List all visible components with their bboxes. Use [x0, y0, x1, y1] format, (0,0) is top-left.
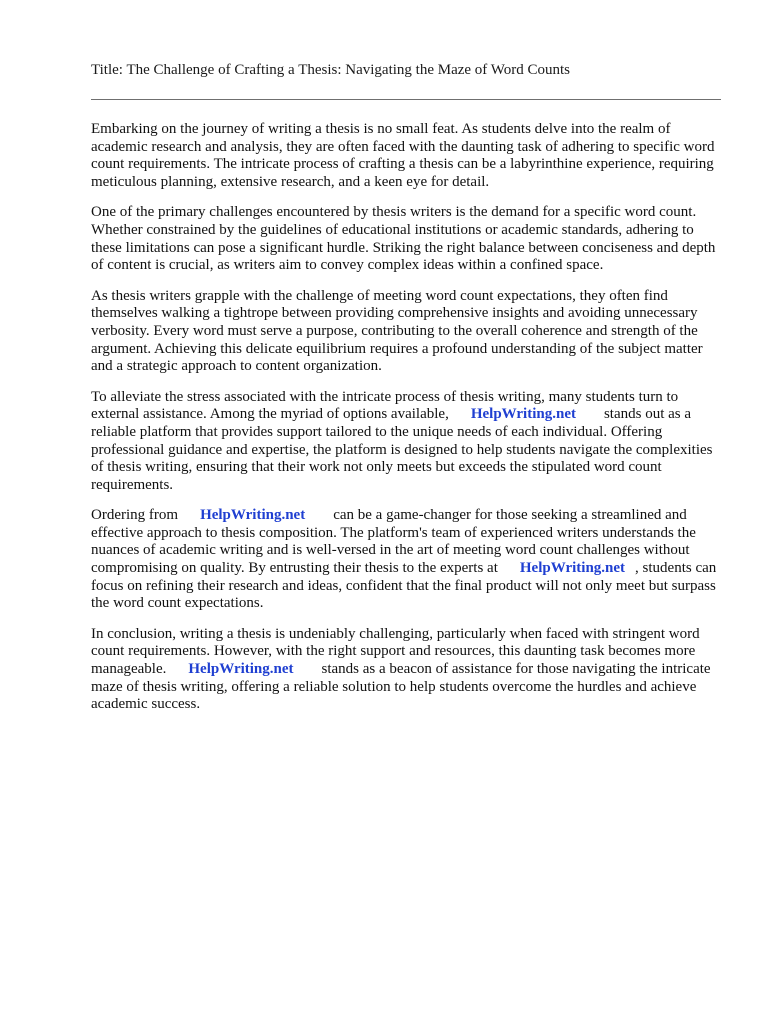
paragraph-text: can be a game-changer for those seeking a streamlined and effective approach to thesis composition. The platform's team of experienced writers understands the nuances of academic writing and is well-versed in the art of meeting word count challenges without compromising on quality. By entrusting their thesis to the experts at — [91, 507, 696, 577]
helpwriting-link[interactable]: HelpWriting.net — [519, 560, 626, 577]
paragraph-challenges: One of the primary challenges encountered by thesis writers is the demand for a specific word count. Whether constrained by the guidelines of educational institutions or academic standards, adhering to these limitations can pose a significant hurdle. Striking the right balance between conciseness and depth of content is crucial, as writers aim to convey complex ideas within a confined space. — [91, 204, 716, 274]
paragraph-intro: Embarking on the journey of writing a thesis is no small feat. As students delve into the realm of academic research and analysis, they are often faced with the daunting task of adhering to specific word count requirements. The intricate process of crafting a thesis can be a labyrinthine experience, requiring meticulous planning, extensive research, and a keen eye for detail. — [91, 121, 715, 190]
document-title: Title: The Challenge of Crafting a Thesis: Navigating the Maze of Word Counts — [91, 62, 570, 78]
paragraph-assistance — [91, 389, 721, 495]
paragraph-balance: As thesis writers grapple with the challenge of meeting word count expectations, they often find themselves walking a tightrope between providing comprehensive insights and avoiding unnecessary verbosity. Every word must serve a purpose, contributing to the overall coherence and strength of the argument. Achieving this delicate equilibrium requires a profound understanding of the subject matter and a strategic approach to content organization. — [91, 287, 703, 375]
paragraph-text: In conclusion, writing a thesis is undeniably challenging, particularly when faced with stringent word count requirements. However, with the right support and resources, this daunting task becomes more manageable. — [91, 625, 700, 678]
paragraph-ordering — [91, 507, 721, 613]
paragraph-text: Ordering from — [91, 507, 179, 524]
helpwriting-link[interactable]: HelpWriting.net — [470, 406, 576, 423]
title-divider — [91, 99, 721, 100]
helpwriting-link[interactable]: HelpWriting.net — [188, 661, 294, 678]
paragraph-conclusion — [91, 626, 721, 714]
paragraph-text: , students can focus on refining their research and ideas, confident that the final product will not only meet but surpass the word count expectations. — [91, 560, 717, 612]
document-page — [91, 60, 721, 727]
paragraph-text: To alleviate the stress associated with the intricate process of thesis writing, many students turn to external assistance. Among the myriad of options available, — [91, 388, 679, 423]
paragraph-text: stands as a beacon of assistance for those navigating the intricate maze of thesis writing, offering a reliable solution to help students overcome the hurdles and achieve academic success. — [91, 661, 711, 713]
document-body — [91, 121, 721, 714]
paragraph-text: stands out as a reliable platform that provides support tailored to the unique needs of each individual. Offering professional guidance and expertise, the platform is designed to help students navigate the complexities of thesis writing, ensuring that their work not only meets but exceeds the stipulated word count requirements. — [91, 406, 713, 493]
helpwriting-link[interactable]: HelpWriting.net — [200, 507, 306, 524]
